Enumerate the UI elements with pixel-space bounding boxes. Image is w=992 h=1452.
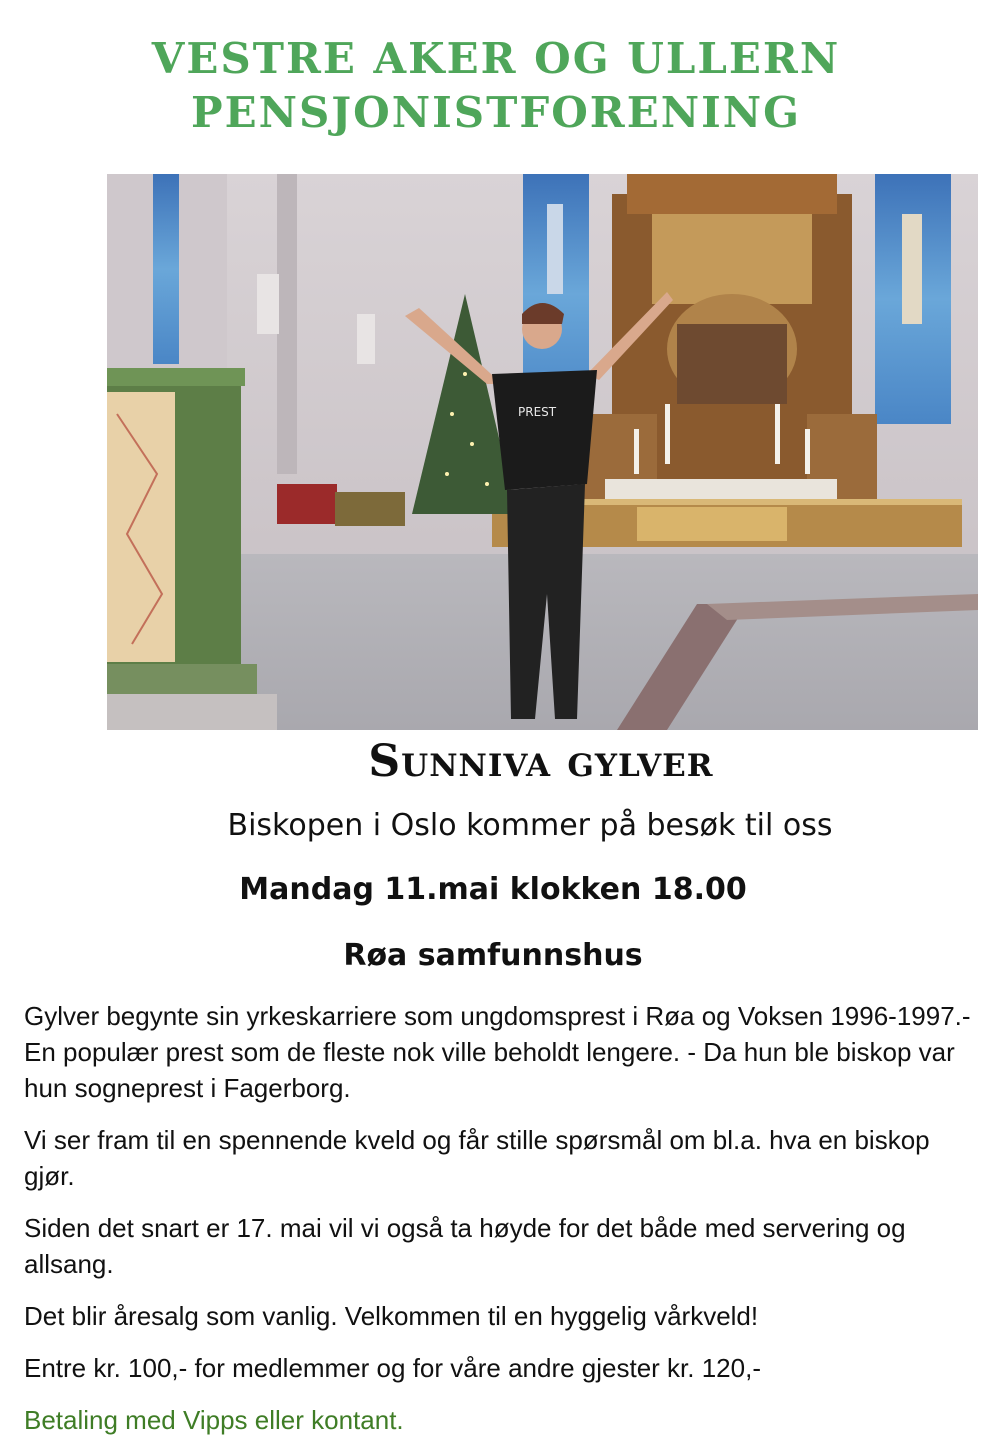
paragraph-raffle: Det blir åresalg som vanlig. Velkommen til en hyggelig vårkveld! [24,1301,759,1331]
speaker-name: Sunniva gylver [368,736,714,787]
paragraph-career: Gylver begynte sin yrkeskarriere som ungdomsprest i Røa og Voksen 1996-1997.- En populær prest som de fleste nok ville beholdt lengere. - Da hun ble biskop var hun sogneprest i Fagerborg. [24,1001,971,1103]
shirt-text: PREST [518,405,557,419]
paragraph-payment: Betaling med Vipps eller kontant. [24,1405,404,1435]
paragraph-evening: Vi ser fram til en spennende kveld og får stille spørsmål om bl.a. hva en biskop gjør. [24,1125,930,1191]
org-title-line2: PENSJONISTFORENING [190,88,801,137]
org-title-line1: VESTRE AKER OG ULLERN [151,34,841,83]
event-date: Mandag 11.mai klokken 18.00 [239,872,747,907]
paragraph-entry-fee: Entre kr. 100,- for medlemmer og for våre andre gjester kr. 120,- [24,1353,761,1383]
paragraph-may17: Siden det snart er 17. mai vil vi også ta høyde for det både med servering og allsang. [24,1213,906,1279]
event-place: Røa samfunnshus [343,938,643,973]
church-photo [107,174,978,730]
event-subtitle: Biskopen i Oslo kommer på besøk til oss [227,808,833,843]
